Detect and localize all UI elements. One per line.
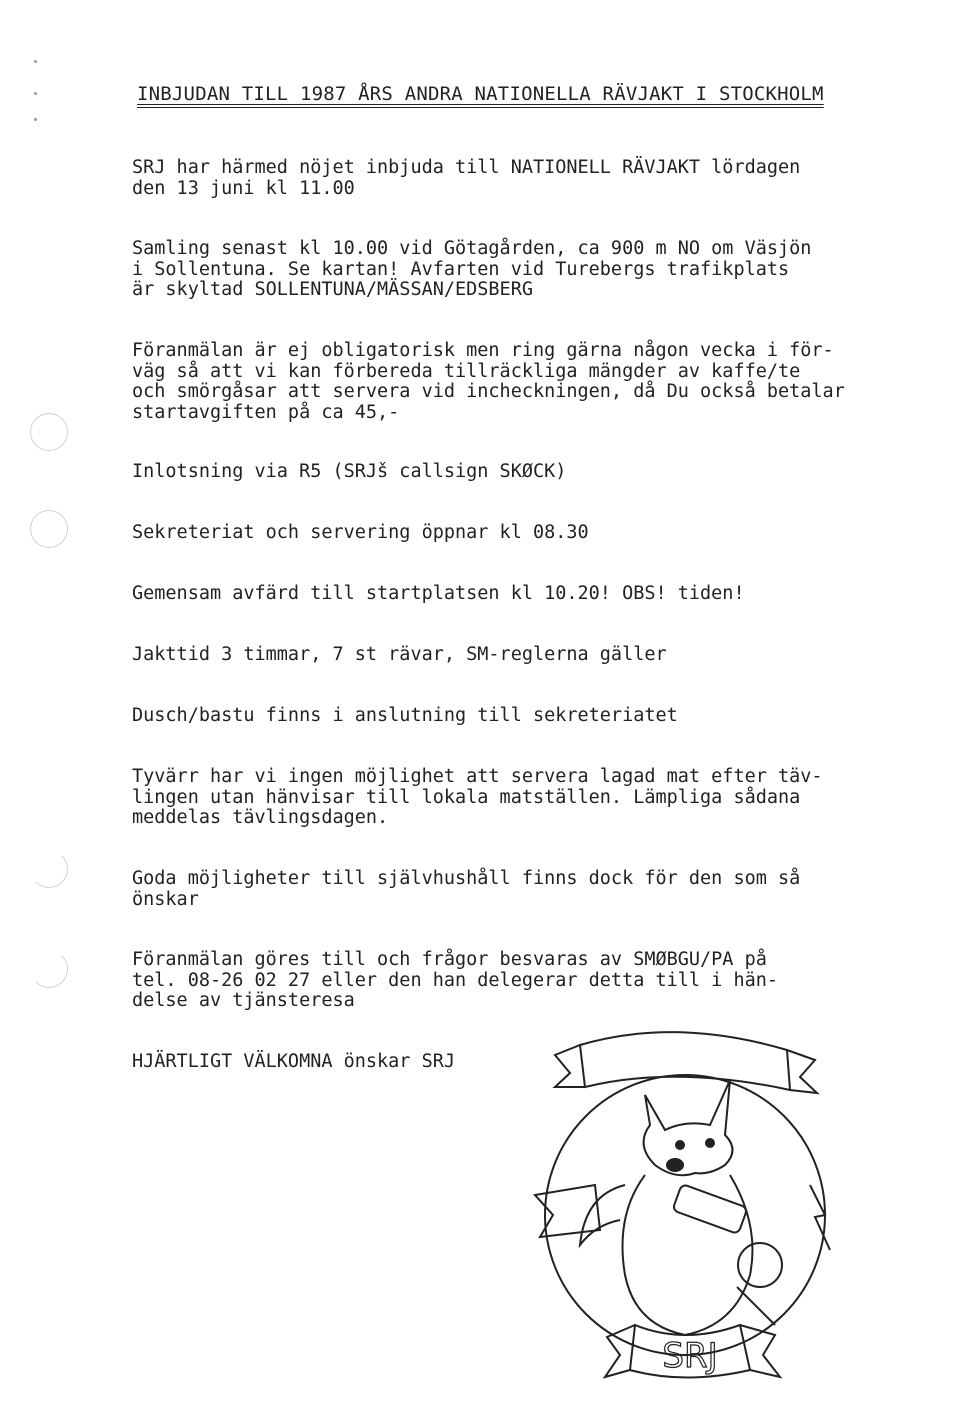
paragraph-secretariat: Sekreteriat och servering öppnar kl 08.30 xyxy=(132,522,589,543)
margin-speck xyxy=(34,92,37,95)
paragraph-welcome: HJÄRTLIGT VÄLKOMNA önskar SRJ xyxy=(132,1051,456,1072)
logo-antenna-loop xyxy=(738,1243,782,1287)
margin-speck xyxy=(34,60,37,63)
logo-fox-nose xyxy=(667,1159,683,1171)
logo-fox-body xyxy=(623,1175,753,1335)
paragraph-hunt-time: Jakttid 3 timmar, 7 st rävar, SM-reglerna gäller xyxy=(132,644,667,665)
logo-fox-head xyxy=(644,1080,733,1175)
punch-hole-mark xyxy=(30,510,68,548)
margin-speck xyxy=(34,118,37,121)
punch-hole-mark xyxy=(30,850,68,888)
document-title: INBJUDAN TILL 1987 ÅRS ANDRA NATIONELLA RÄVJAKT I STOCKHOLM xyxy=(137,83,824,105)
paragraph-self-catering: Goda möjligheter till självhushåll finns dock för den som så önskar xyxy=(132,868,801,910)
logo-ribbon-right-tail xyxy=(787,1050,817,1093)
paragraph-gathering: Samling senast kl 10.00 vid Götagården, ca 900 m NO om Väsjön i Sollentuna. Se kartan! Avfarten vid Turebergs trafikplats är skyltad SOLLENTUNA/MÄSSAN/EDSBERG xyxy=(132,238,812,300)
logo-fox-eye xyxy=(676,1141,684,1149)
paragraph-shower: Dusch/bastu finns i anslutning till sekreteriatet xyxy=(132,705,678,726)
logo-top-ribbon xyxy=(580,1032,790,1090)
logo-fox-eye xyxy=(706,1139,714,1147)
paragraph-preregistration: Föranmälan är ej obligatorisk men ring gärna någon vecka i för- väg så att vi kan förbereda tillräckliga mängder av kaffe/te och smörgåsar att servera vid incheckningen, då Du också betalar startavgiften på ca 45,- xyxy=(132,340,845,423)
paragraph-invitation: SRJ har härmed nöjet inbjuda till NATIONELL RÄVJAKT lördagen den 13 juni kl 11.00 xyxy=(132,157,801,199)
logo-antenna-stick xyxy=(737,1287,775,1325)
paragraph-food: Tyvärr har vi ingen möjlighet att servera lagad mat efter täv- lingen utan hänvisar till lokala matställen. Lämpliga sådana meddelas tävlingsdagen. xyxy=(132,766,823,828)
logo-text: SRJ xyxy=(662,1336,718,1376)
punch-hole-mark xyxy=(30,950,68,988)
logo-fox-tail xyxy=(580,1185,625,1245)
paragraph-guidance: Inlotsning via R5 (SRJš callsign SKØCK) xyxy=(132,461,567,482)
paragraph-departure: Gemensam avfärd till startplatsen kl 10.20! OBS! tiden! xyxy=(132,583,745,604)
srj-fox-logo xyxy=(525,1025,837,1410)
punch-hole-mark xyxy=(30,413,68,451)
paragraph-contact: Föranmälan göres till och frågor besvaras av SMØBGU/PA på tel. 08-26 02 27 eller den han delegerar detta till i hän- delse av tjänsteresa xyxy=(132,949,779,1011)
logo-lightning xyxy=(810,1185,830,1250)
logo-receiver xyxy=(672,1184,747,1234)
